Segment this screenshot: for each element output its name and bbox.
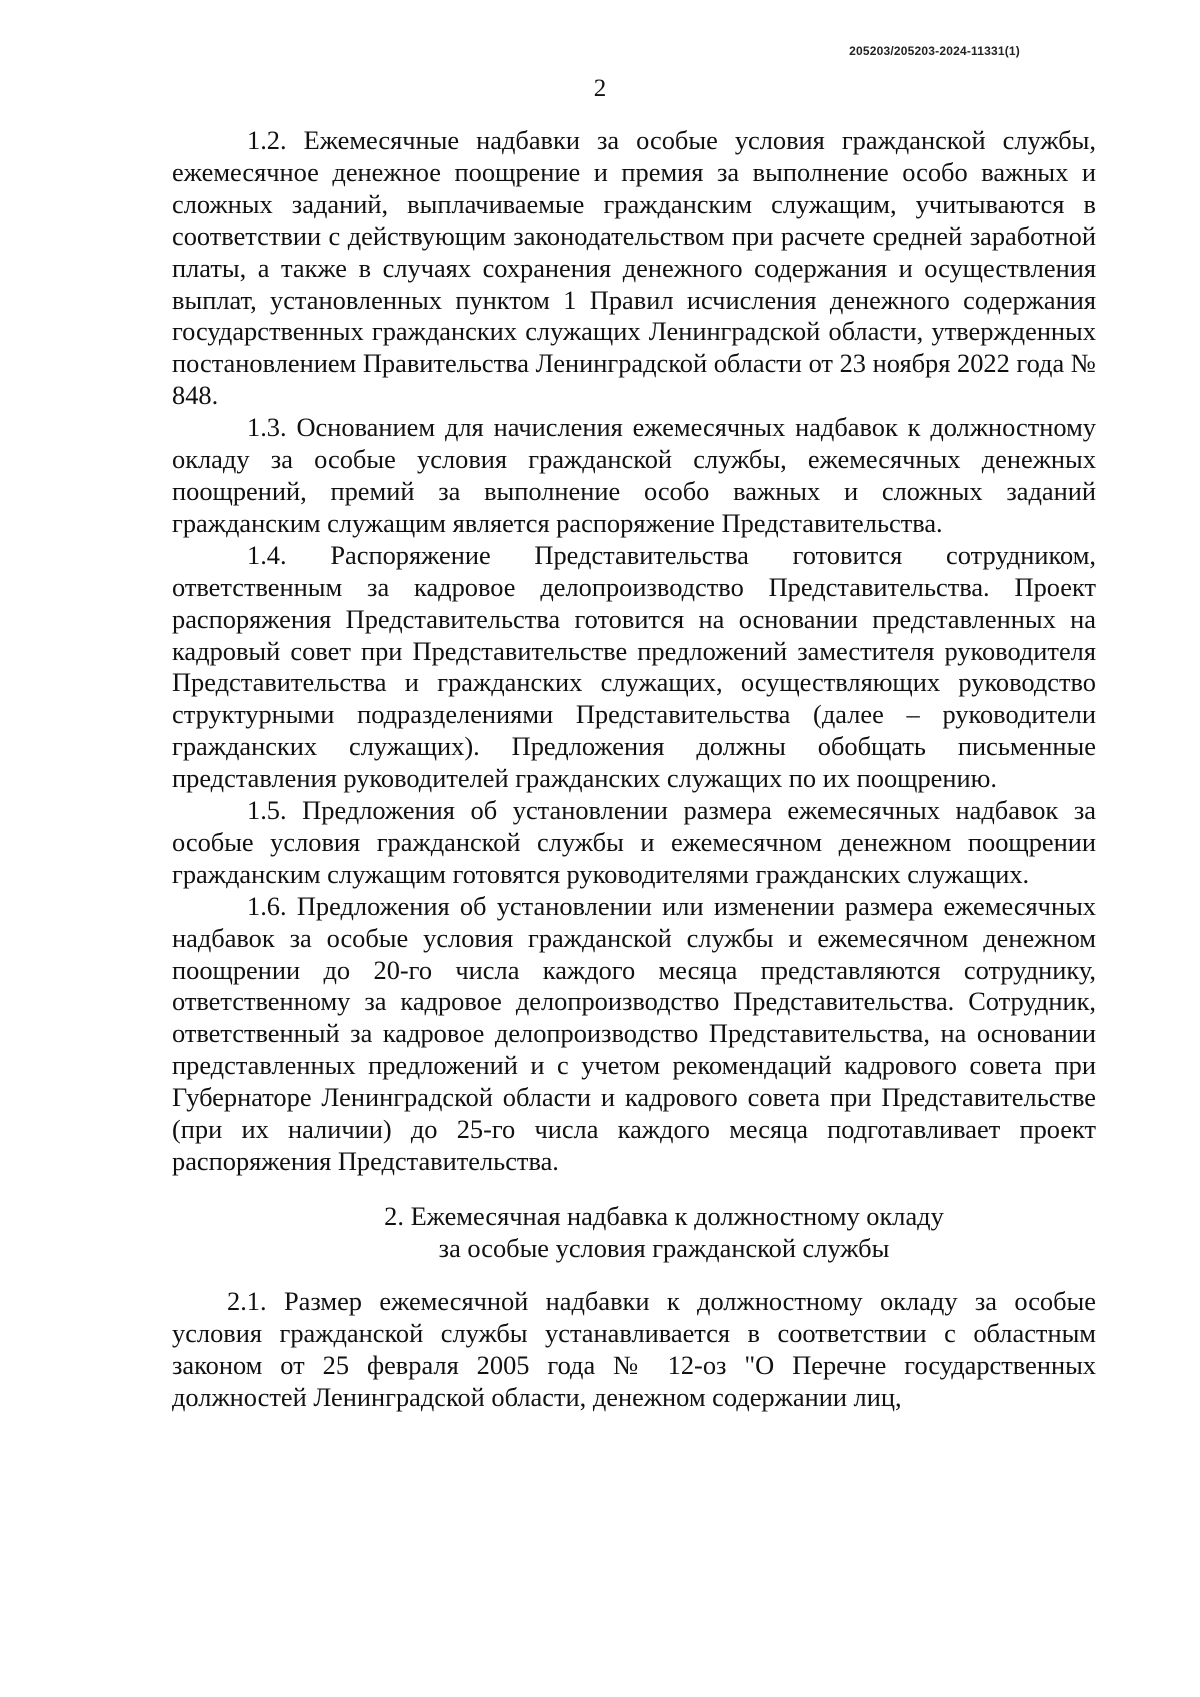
section-heading [172,1200,1096,1264]
paragraph-1-4: 1.4. Распоряжение Представительства готовится сотрудником, ответственным за кадровое делопроизводство Представительства. Проект распоряжения Представительства готовится на основании представленных на кадровый совет при Представительстве предложений заместителя руководителя Представительства и гражданских служащих, осуществляющих руководство структурными подразделениями Представительства (далее – руководители гражданских служащих). Предложения должны обобщать письменные представления руководителей гражданских служащих по их поощрению. [172,539,1096,794]
document-id: 205203/205203-2024-11331(1) [849,44,1020,58]
page-number: 2 [593,75,607,102]
paragraph-1-2: 1.2. Ежемесячные надбавки за особые условия гражданской службы, ежемесячное денежное поощрение и премия за выполнение особо важных и сложных заданий, выплачиваемые гражданским служащим, учитываются в соответствии с действующим законодательством при расчете средней заработной платы, а также в случаях сохранения денежного содержания и осуществления выплат, установленных пунктом 1 Правил исчисления денежного содержания государственных гражданских служащих Ленинградской области, утвержденных постановлением Правительства Ленинградской области от 23 ноября 2022 года № 848. [172,125,1096,411]
paragraph-2-1: 2.1. Размер ежемесячной надбавки к должностному окладу за особые условия гражданской службы устанавливается в соответствии с областным законом от 25 февраля 2005 года № 12-оз "О Перечне государственных должностей Ленинградской области, денежном содержании лиц, [172,1285,1096,1412]
paragraph-1-5: 1.5. Предложения об установлении размера ежемесячных надбавок за особые условия гражданской службы и ежемесячном денежном поощрении гражданским служащим готовятся руководителями гражданских служащих. [172,795,1096,889]
paragraph-1-6: 1.6. Предложения об установлении или изменении размера ежемесячных надбавок за особые условия гражданской службы и ежемесячном денежном поощрении до 20-го числа каждого месяца представляются сотруднику, ответственному за кадровое делопроизводство Представительства. Сотрудник, ответственный за кадровое делопроизводство Представительства, на основании представленных предложений и с учетом рекомендаций кадрового совета при Губернаторе Ленинградской области и кадрового совета при Представительстве (при их наличии) до 25-го числа каждого месяца подготавливает проект распоряжения Представительства. [172,890,1096,1176]
document-body [172,125,1096,1414]
paragraph-1-3: 1.3. Основанием для начисления ежемесячных надбавок к должностному окладу за особые условия гражданской службы, ежемесячных денежных поощрений, премий за выполнение особо важных и сложных заданий гражданским служащим является распоряжение Представительства. [172,412,1096,538]
section-heading-line-1: 2. Ежемесячная надбавка к должностному окладу [384,1200,944,1231]
section-heading-line-2: за особые условия гражданской службы [438,1232,890,1263]
